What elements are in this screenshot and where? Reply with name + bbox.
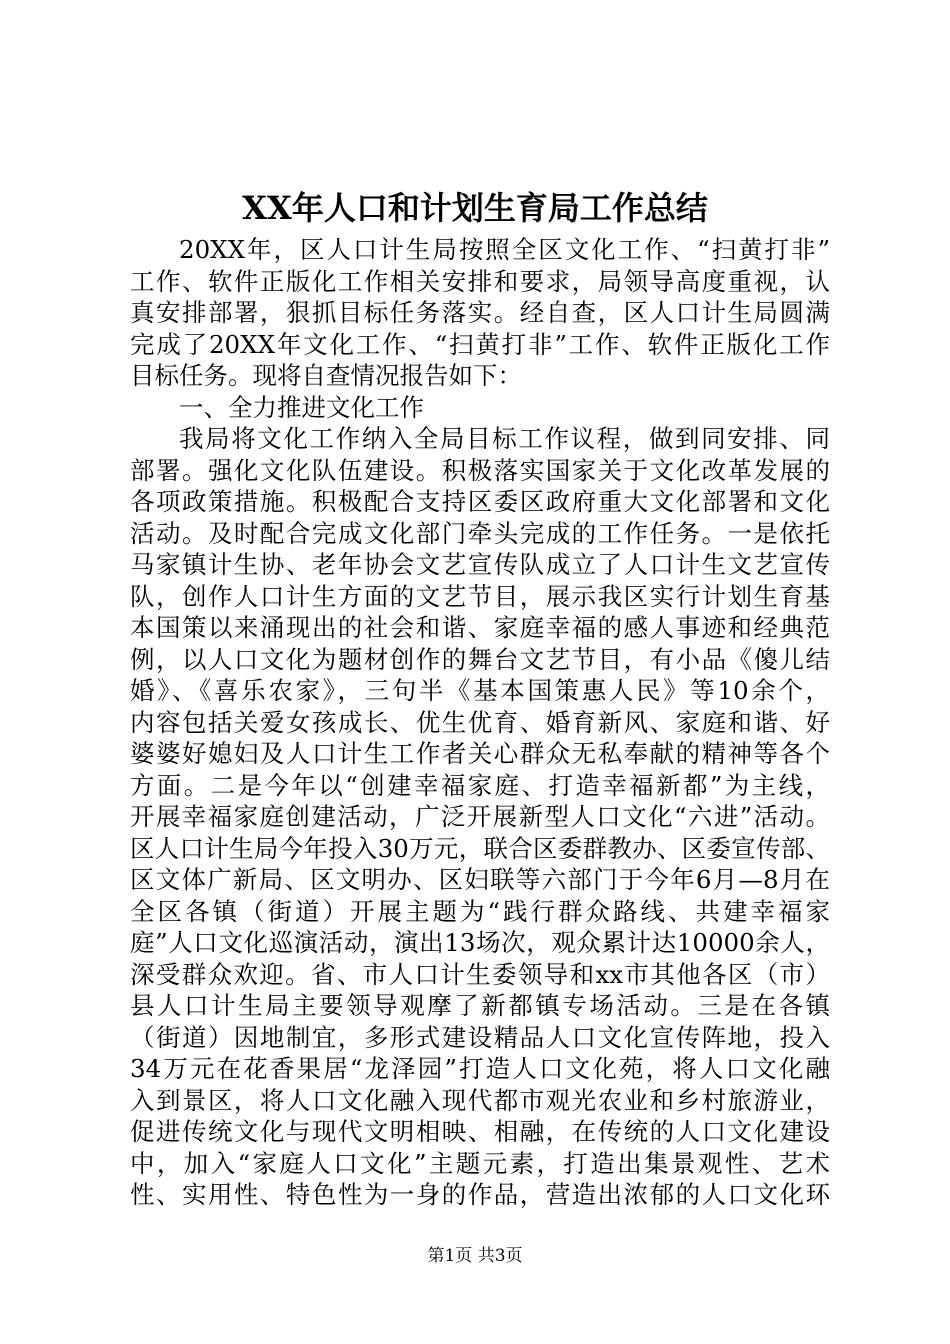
paragraph-line: 开展幸福家庭创建活动，广泛开展新型人口文化“六进”活动。 [130,802,830,831]
paragraph-line: 区文体广新局、区文明办、区妇联等六部门于今年6月—8月在 [130,865,830,894]
paragraph-line: 中，加入“家庭人口文化”主题元素，打造出集景观性、艺术 [130,1148,830,1178]
paragraph-line: 县人口计生局主要领导观摩了新都镇专场活动。三是在各镇 [130,991,830,1020]
paragraph-line: 各项政策措施。积极配合支持区委区政府重大文化部署和文化 [130,487,830,516]
paragraph-line: 方面。二是今年以“创建幸福家庭、打造幸福新都”为主线， [130,770,830,800]
paragraph-line: 活动。及时配合完成文化部门牵头完成的工作任务。一是依托 [130,518,830,548]
paragraph-line: 深受群众欢迎。省、市人口计生委领导和xx市其他各区（市） [130,959,830,989]
section-heading: 一、全力推进文化工作 [179,392,424,422]
paragraph-line: 本国策以来涌现出的社会和谐、家庭幸福的感人事迹和经典范 [130,613,830,642]
paragraph-line: 部署。强化文化队伍建设。积极落实国家关于文化改革发展的 [130,455,830,485]
paragraph-line: 工作、软件正版化工作相关安排和要求，局领导高度重视，认 [130,266,830,296]
paragraph-line: 婚》、《喜乐农家》，三句半《基本国策惠人民》等10余个， [130,676,830,705]
paragraph-line: 内容包括关爱女孩成长、优生优育、婚育新风、家庭和谐、好 [130,707,830,737]
paragraph-line: 34万元在花香果居“龙泽园”打造人口文化苑，将人口文化融 [130,1054,830,1083]
paragraph-line: 入到景区，将人口文化融入现代都市观光农业和乡村旅游业， [130,1085,830,1115]
paragraph-line: 全区各镇（街道）开展主题为“践行群众路线、共建幸福家 [130,896,830,926]
paragraph-line: 目标任务。现将自查情况报告如下： [130,361,522,390]
paragraph-line: 马家镇计生协、老年协会文艺宣传队成立了人口计生文艺宣传 [130,550,830,579]
paragraph-line: 例，以人口文化为题材创作的舞台文艺节目，有小品《傻儿结 [130,644,830,674]
paragraph-line: 我局将文化工作纳入全局目标工作议程，做到同安排、同 [179,424,830,453]
paragraph-line: 20XX年，区人口计生局按照全区文化工作、“扫黄打非” [179,235,830,264]
paragraph-line: （街道）因地制宜，多形式建设精品人口文化宣传阵地，投入 [130,1022,830,1052]
document-title: XX年人口和计划生育局工作总结 [242,189,708,227]
paragraph-line: 区人口计生局今年投入30万元，联合区委群教办、区委宣传部、 [130,833,830,863]
paragraph-line: 真安排部署，狠抓目标任务落实。经自查，区人口计生局圆满 [130,298,830,327]
document-body [130,234,830,1211]
paragraph-line: 促进传统文化与现代文明相映、相融，在传统的人口文化建设 [130,1117,830,1146]
paragraph-line: 完成了20XX年文化工作、“扫黄打非”工作、软件正版化工作 [130,329,830,359]
page-number-footer: 第1页 共3页 [427,1246,523,1266]
paragraph-line: 性、实用性、特色性为一身的作品，营造出浓郁的人口文化环 [130,1180,830,1209]
paragraph-line: 庭”人口文化巡演活动，演出13场次，观众累计达10000余人， [130,928,830,957]
paragraph-line: 婆婆好媳妇及人口计生工作者关心群众无私奉献的精神等各个 [130,739,830,768]
paragraph-line: 队，创作人口计生方面的文艺节目，展示我区实行计划生育基 [130,581,830,611]
